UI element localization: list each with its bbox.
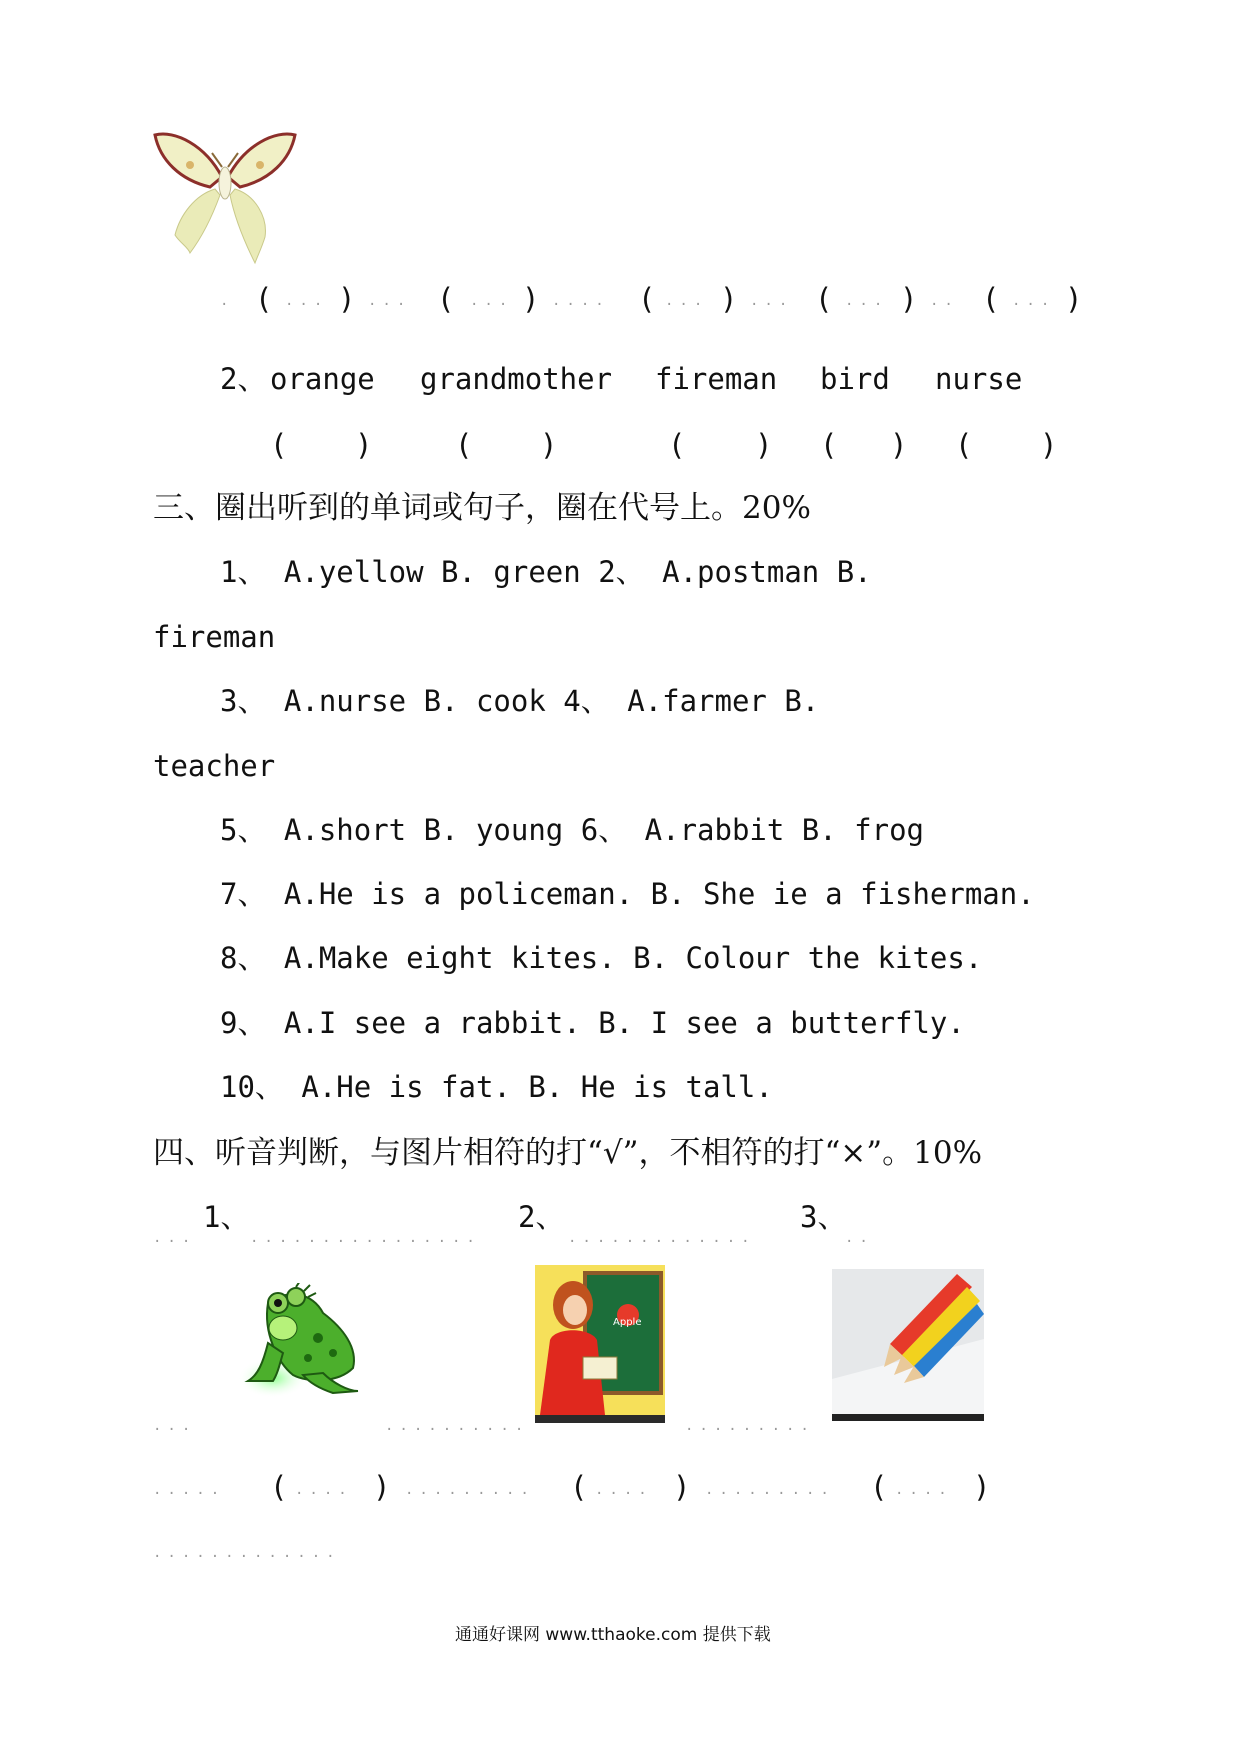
- word-option: nurse: [935, 362, 1023, 396]
- blank-close: ): [1065, 282, 1083, 316]
- question-item: 1、 A.yellow B. green 2、 A.postman B.: [220, 555, 872, 589]
- blank-close: ): [355, 428, 373, 462]
- blank-close: ): [890, 428, 908, 462]
- word-option: grandmother: [420, 362, 613, 396]
- picture-number: 3、: [800, 1200, 847, 1234]
- section-3-title: 三、圈出听到的单词或句子，圈在代号上。20%: [153, 490, 811, 526]
- blank-open: (: [820, 428, 838, 462]
- blank-close: ): [338, 282, 356, 316]
- blank-open: (: [668, 428, 686, 462]
- blank-close: ): [900, 282, 918, 316]
- blank-open: (: [437, 282, 455, 316]
- pencils-image: [832, 1269, 984, 1421]
- blank-close: ): [373, 1470, 391, 1504]
- blank-open: (: [638, 282, 656, 316]
- question-item: 9、 A.I see a rabbit. B. I see a butterfly.: [220, 1006, 965, 1040]
- question-item: 8、 A.Make eight kites. B. Colour the kites.: [220, 941, 983, 975]
- blank-open: (: [815, 282, 833, 316]
- question-item-continued: teacher: [153, 749, 276, 783]
- blank-open: (: [270, 1470, 288, 1504]
- blank-open: (: [455, 428, 473, 462]
- poster-text: Apple: [613, 1317, 642, 1328]
- blank-close: ): [973, 1470, 991, 1504]
- question-item: 10、 A.He is fat. B. He is tall.: [220, 1070, 773, 1104]
- question-item: 3、 A.nurse B. cook 4、 A.farmer B.: [220, 684, 820, 718]
- butterfly-image: [150, 125, 300, 270]
- word-option: orange: [270, 362, 375, 396]
- blank-open: (: [255, 282, 273, 316]
- blank-open: (: [870, 1470, 888, 1504]
- blank-open: (: [982, 282, 1000, 316]
- word-option: fireman: [655, 362, 778, 396]
- question-item-continued: fireman: [153, 620, 276, 654]
- picture-number: 2、: [518, 1200, 565, 1234]
- blank-open: (: [955, 428, 973, 462]
- section-4-title: 四、听音判断，与图片相符的打“√”，不相符的打“×”。10%: [153, 1135, 983, 1171]
- frog-image: [238, 1283, 378, 1403]
- blank-close: ): [522, 282, 540, 316]
- question-item: 5、 A.short B. young 6、 A.rabbit B. frog: [220, 813, 925, 847]
- page-footer: 通通好课网 www.tthaoke.com 提供下载: [455, 1625, 771, 1645]
- picture-number: 1、: [203, 1200, 250, 1234]
- blank-close: ): [673, 1470, 691, 1504]
- blank-close: ): [1040, 428, 1058, 462]
- word-option: bird: [820, 362, 890, 396]
- teacher-image: [535, 1265, 665, 1423]
- blank-close: ): [540, 428, 558, 462]
- blank-close: ): [720, 282, 738, 316]
- question-number: 2、: [220, 362, 267, 396]
- question-item: 7、 A.He is a policeman. B. She ie a fisherman.: [220, 877, 1035, 911]
- blank-open: (: [570, 1470, 588, 1504]
- blank-open: (: [270, 428, 288, 462]
- blank-close: ): [755, 428, 773, 462]
